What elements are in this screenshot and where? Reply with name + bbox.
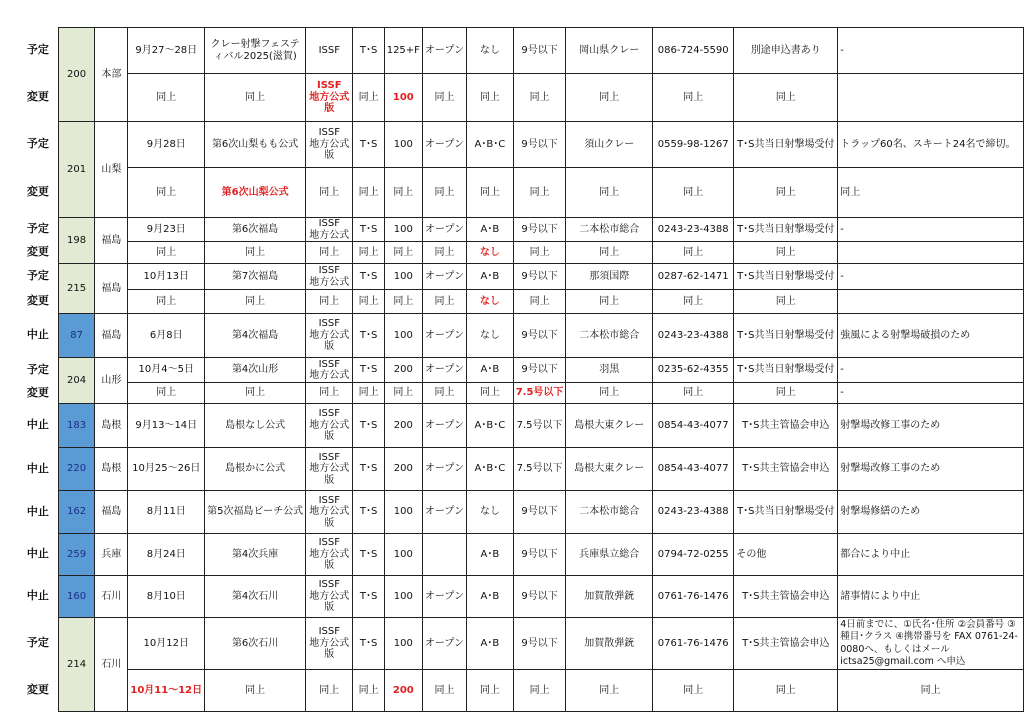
note: - [838,218,1024,242]
date: 8月10日 [128,576,205,618]
date: 9月28日 [128,122,205,168]
table-row [18,314,1024,358]
grade: なし [467,28,514,74]
venue: 羽黒 [566,358,653,383]
region: 本部 [95,28,128,122]
venue: 二本松市総合 [566,491,653,534]
note: 都合により中止 [838,534,1024,576]
date: 10月4〜5日 [128,358,205,383]
venue: 須山クレー [566,122,653,168]
date: 8月11日 [128,491,205,534]
event-class: ISSF 地方公式 版 [306,534,353,576]
table-row [18,576,1024,618]
shot-size: 同上 [513,670,566,712]
region: 島根 [95,404,128,448]
date: 同上 [128,168,205,218]
target-count: 100 [384,122,422,168]
status-label: 予定 [26,362,49,376]
shot-size: 同上 [513,74,566,122]
venue: 同上 [566,383,653,404]
phone: 086-724-5590 [653,28,734,74]
target-count: 100 [384,218,422,242]
note: - [838,264,1024,290]
event-class: ISSF 地方公式 版 [306,448,353,491]
shot-size: 9号以下 [513,358,566,383]
event-class: ISSF 地方公式 版 [306,576,353,618]
phone: 0559-98-1267 [653,122,734,168]
note: 同上 [838,168,1024,218]
event-name: 第4次石川 [205,576,306,618]
status-label: 予定 [26,222,49,236]
status-label: 変更 [26,385,49,399]
shot-size: 7.5号以下 [513,448,566,491]
discipline: 同上 [353,242,384,264]
venue: 同上 [566,242,653,264]
shot-size: 7.5号以下 [513,404,566,448]
application: T･S共主管協会申込 [734,448,838,491]
shot-size: 9号以下 [513,491,566,534]
phone: 0854-43-4077 [653,404,734,448]
phone: 同上 [653,168,734,218]
date: 8月24日 [128,534,205,576]
table-row [18,74,1024,122]
venue: 同上 [566,670,653,712]
application: T･S共主管協会申込 [734,576,838,618]
note: - [838,358,1024,383]
shot-size: 9号以下 [513,576,566,618]
event-name: 同上 [205,290,306,314]
region: 石川 [95,618,128,712]
table-row [18,218,1024,242]
shot-size: 9号以下 [513,314,566,358]
event-name: 第7次福島 [205,264,306,290]
date: 6月8日 [128,314,205,358]
open-flag: オープン [422,264,466,290]
application: T･S共当日射撃場受付 [734,264,838,290]
grade: 同上 [467,383,514,404]
open-flag: 同上 [422,670,466,712]
grade: A･B [467,218,514,242]
note: 諸事情により中止 [838,576,1024,618]
note [838,74,1024,122]
status-label: 中止 [26,328,49,342]
venue: 二本松市総合 [566,218,653,242]
event-class: ISSF 地方公式 版 [306,122,353,168]
open-flag: オープン [422,358,466,383]
note: 射撃場改修工事のため [838,404,1024,448]
date: 10月12日 [128,618,205,670]
grade: A･B･C [467,448,514,491]
phone: 同上 [653,670,734,712]
open-flag: 同上 [422,383,466,404]
phone: 0761-76-1476 [653,618,734,670]
target-count: 200 [384,670,422,712]
table-row [18,383,1024,404]
shot-size: 9号以下 [513,28,566,74]
application: T･S共主管協会申込 [734,404,838,448]
application: T･S共当日射撃場受付 [734,218,838,242]
table-row [18,168,1024,218]
event-class: 同上 [306,670,353,712]
application: 同上 [734,670,838,712]
phone: 0287-62-1471 [653,264,734,290]
note: 射撃場改修工事のため [838,448,1024,491]
table-row [18,404,1024,448]
application: T･S共当日射撃場受付 [734,314,838,358]
venue: 岡山県クレー [566,28,653,74]
event-name: 第6次山梨公式 [205,168,306,218]
venue: 兵庫県立総合 [566,534,653,576]
table-row [18,264,1024,290]
open-flag: 同上 [422,168,466,218]
discipline: 同上 [353,383,384,404]
status-label: 変更 [26,185,49,199]
discipline: 同上 [353,290,384,314]
shot-size: 同上 [513,168,566,218]
grade: なし [467,242,514,264]
application: その他 [734,534,838,576]
target-count: 200 [384,448,422,491]
event-class: ISSF 地方公式 版 [306,491,353,534]
phone: 同上 [653,74,734,122]
discipline: T･S [353,448,384,491]
target-count: 同上 [384,242,422,264]
event-class: ISSF 地方公式 版 [306,74,353,122]
note: - [838,383,1024,404]
event-class: ISSF 地方公式 [306,218,353,242]
phone: 同上 [653,383,734,404]
discipline: 同上 [353,168,384,218]
shot-size: 7.5号以下 [513,383,566,404]
venue: 同上 [566,74,653,122]
target-count: 100 [384,491,422,534]
event-number: 183 [58,404,95,448]
application: 同上 [734,242,838,264]
note: 4日前までに、①氏名･住所 ②会員番号 ③種目･クラス ④携帯番号を FAX 0761-24-0080へ、もしくはメール ictsa25@gmail.com へ申込 [838,618,1024,670]
table-row [18,28,1024,74]
discipline: T･S [353,404,384,448]
date: 10月11〜12日 [128,670,205,712]
phone: 0243-23-4388 [653,218,734,242]
open-flag: オープン [422,28,466,74]
grade: A･B [467,576,514,618]
event-class: ISSF 地方公式 版 [306,314,353,358]
venue: 島根大東クレー [566,448,653,491]
table-row [18,534,1024,576]
grade: 同上 [467,670,514,712]
date: 同上 [128,383,205,404]
target-count: 同上 [384,290,422,314]
discipline: T･S [353,491,384,534]
event-number: 220 [58,448,95,491]
event-class: 同上 [306,168,353,218]
grade: なし [467,491,514,534]
application: 同上 [734,168,838,218]
target-count: 100 [384,74,422,122]
phone: 同上 [653,242,734,264]
discipline: T･S [353,28,384,74]
region: 島根 [95,448,128,491]
event-class: 同上 [306,290,353,314]
grade: A･B･C [467,122,514,168]
event-number: 200 [58,28,95,122]
event-class: ISSF [306,28,353,74]
region: 福島 [95,491,128,534]
region: 福島 [95,264,128,314]
target-count: 200 [384,358,422,383]
table-row [18,491,1024,534]
target-count: 同上 [384,168,422,218]
event-name: 第4次福島 [205,314,306,358]
note: トラップ60名、スキート24名で締切。 [838,122,1024,168]
open-flag: オープン [422,448,466,491]
event-class: ISSF 地方公式 [306,264,353,290]
event-name: 島根かに公式 [205,448,306,491]
shot-size: 9号以下 [513,264,566,290]
event-class: ISSF 地方公式 [306,358,353,383]
discipline: T･S [353,264,384,290]
region: 福島 [95,314,128,358]
table-row [18,290,1024,314]
open-flag: 同上 [422,242,466,264]
note: - [838,28,1024,74]
discipline: T･S [353,122,384,168]
phone: 同上 [653,290,734,314]
table-row [18,670,1024,712]
event-number: 160 [58,576,95,618]
grade: なし [467,290,514,314]
application: 同上 [734,383,838,404]
application: 別途申込書あり [734,28,838,74]
note: 強風による射撃場破損のため [838,314,1024,358]
open-flag: オープン [422,404,466,448]
application: T･S共主管協会申込 [734,618,838,670]
event-name: 同上 [205,670,306,712]
discipline: 同上 [353,74,384,122]
table-row [18,448,1024,491]
region: 兵庫 [95,534,128,576]
event-name: 第6次山梨もも公式 [205,122,306,168]
venue: 加賀散弾銃 [566,576,653,618]
target-count: 200 [384,404,422,448]
status-label: 変更 [26,294,49,308]
application: T･S共当日射撃場受付 [734,491,838,534]
grade: A･B [467,618,514,670]
region: 福島 [95,218,128,264]
venue: 同上 [566,290,653,314]
phone: 0243-23-4388 [653,491,734,534]
application: T･S共当日射撃場受付 [734,358,838,383]
phone: 0235-62-4355 [653,358,734,383]
open-flag: オープン [422,618,466,670]
event-number: 87 [58,314,95,358]
discipline: T･S [353,218,384,242]
shot-size: 9号以下 [513,618,566,670]
shot-size: 同上 [513,290,566,314]
table-row [18,122,1024,168]
schedule-change-table [18,27,1024,712]
target-count: 100 [384,534,422,576]
event-name: 同上 [205,242,306,264]
event-number: 215 [58,264,95,314]
grade: A･B [467,358,514,383]
application: 同上 [734,74,838,122]
shot-size: 9号以下 [513,122,566,168]
event-name: クレー射撃フェスティバル2025(滋賀) [205,28,306,74]
grade: A･B･C [467,404,514,448]
venue: 同上 [566,168,653,218]
discipline: T･S [353,618,384,670]
event-number: 198 [58,218,95,264]
discipline: 同上 [353,670,384,712]
event-number: 214 [58,618,95,712]
grade: 同上 [467,74,514,122]
event-name: 第5次福島ビーチ公式 [205,491,306,534]
status-label: 変更 [26,245,49,259]
grade: A･B [467,264,514,290]
application: T･S共当日射撃場受付 [734,122,838,168]
event-name: 同上 [205,383,306,404]
event-class: ISSF 地方公式 版 [306,618,353,670]
target-count: 100 [384,618,422,670]
event-number: 204 [58,358,95,404]
discipline: T･S [353,576,384,618]
open-flag: オープン [422,576,466,618]
event-name: 同上 [205,74,306,122]
grade: なし [467,314,514,358]
grade: A･B [467,534,514,576]
date: 9月13〜14日 [128,404,205,448]
open-flag [422,534,466,576]
event-number: 162 [58,491,95,534]
table-row [18,358,1024,383]
event-name: 第6次石川 [205,618,306,670]
region: 山形 [95,358,128,404]
status-label: 中止 [26,547,49,561]
event-name: 第4次山形 [205,358,306,383]
event-class: ISSF 地方公式 版 [306,404,353,448]
note [838,242,1024,264]
venue: 島根大東クレー [566,404,653,448]
target-count: 125+F [384,28,422,74]
status-label: 予定 [26,137,49,151]
region: 山梨 [95,122,128,218]
note: 同上 [838,670,1024,712]
status-label: 中止 [26,589,49,603]
event-number: 259 [58,534,95,576]
phone: 0243-23-4388 [653,314,734,358]
target-count: 100 [384,314,422,358]
discipline: T･S [353,314,384,358]
grade: 同上 [467,168,514,218]
status-label: 予定 [26,269,49,283]
status-label: 中止 [26,418,49,432]
date: 9月23日 [128,218,205,242]
status-label: 変更 [26,683,49,697]
region: 石川 [95,576,128,618]
date: 10月13日 [128,264,205,290]
shot-size: 9号以下 [513,218,566,242]
event-class: 同上 [306,242,353,264]
status-label: 中止 [26,461,49,475]
phone: 0794-72-0255 [653,534,734,576]
status-label: 予定 [26,636,49,650]
venue: 加賀散弾銃 [566,618,653,670]
application: 同上 [734,290,838,314]
date: 10月25〜26日 [128,448,205,491]
target-count: 100 [384,264,422,290]
status-label: 予定 [26,43,49,57]
table-row [18,618,1024,670]
date: 同上 [128,242,205,264]
date: 9月27〜28日 [128,28,205,74]
venue: 那須国際 [566,264,653,290]
discipline: T･S [353,534,384,576]
event-number: 201 [58,122,95,218]
note: 射撃場修繕のため [838,491,1024,534]
target-count: 100 [384,576,422,618]
venue: 二本松市総合 [566,314,653,358]
note [838,290,1024,314]
phone: 0761-76-1476 [653,576,734,618]
phone: 0854-43-4077 [653,448,734,491]
date: 同上 [128,290,205,314]
shot-size: 同上 [513,242,566,264]
event-class: 同上 [306,383,353,404]
open-flag: オープン [422,122,466,168]
open-flag: 同上 [422,290,466,314]
open-flag: 同上 [422,74,466,122]
discipline: T･S [353,358,384,383]
status-label: 変更 [26,90,49,104]
open-flag: オープン [422,218,466,242]
target-count: 同上 [384,383,422,404]
table-row [18,242,1024,264]
open-flag: オープン [422,491,466,534]
event-name: 島根なし公式 [205,404,306,448]
event-name: 第6次福島 [205,218,306,242]
event-name: 第4次兵庫 [205,534,306,576]
shot-size: 9号以下 [513,534,566,576]
status-label: 中止 [26,504,49,518]
open-flag: オープン [422,314,466,358]
date: 同上 [128,74,205,122]
